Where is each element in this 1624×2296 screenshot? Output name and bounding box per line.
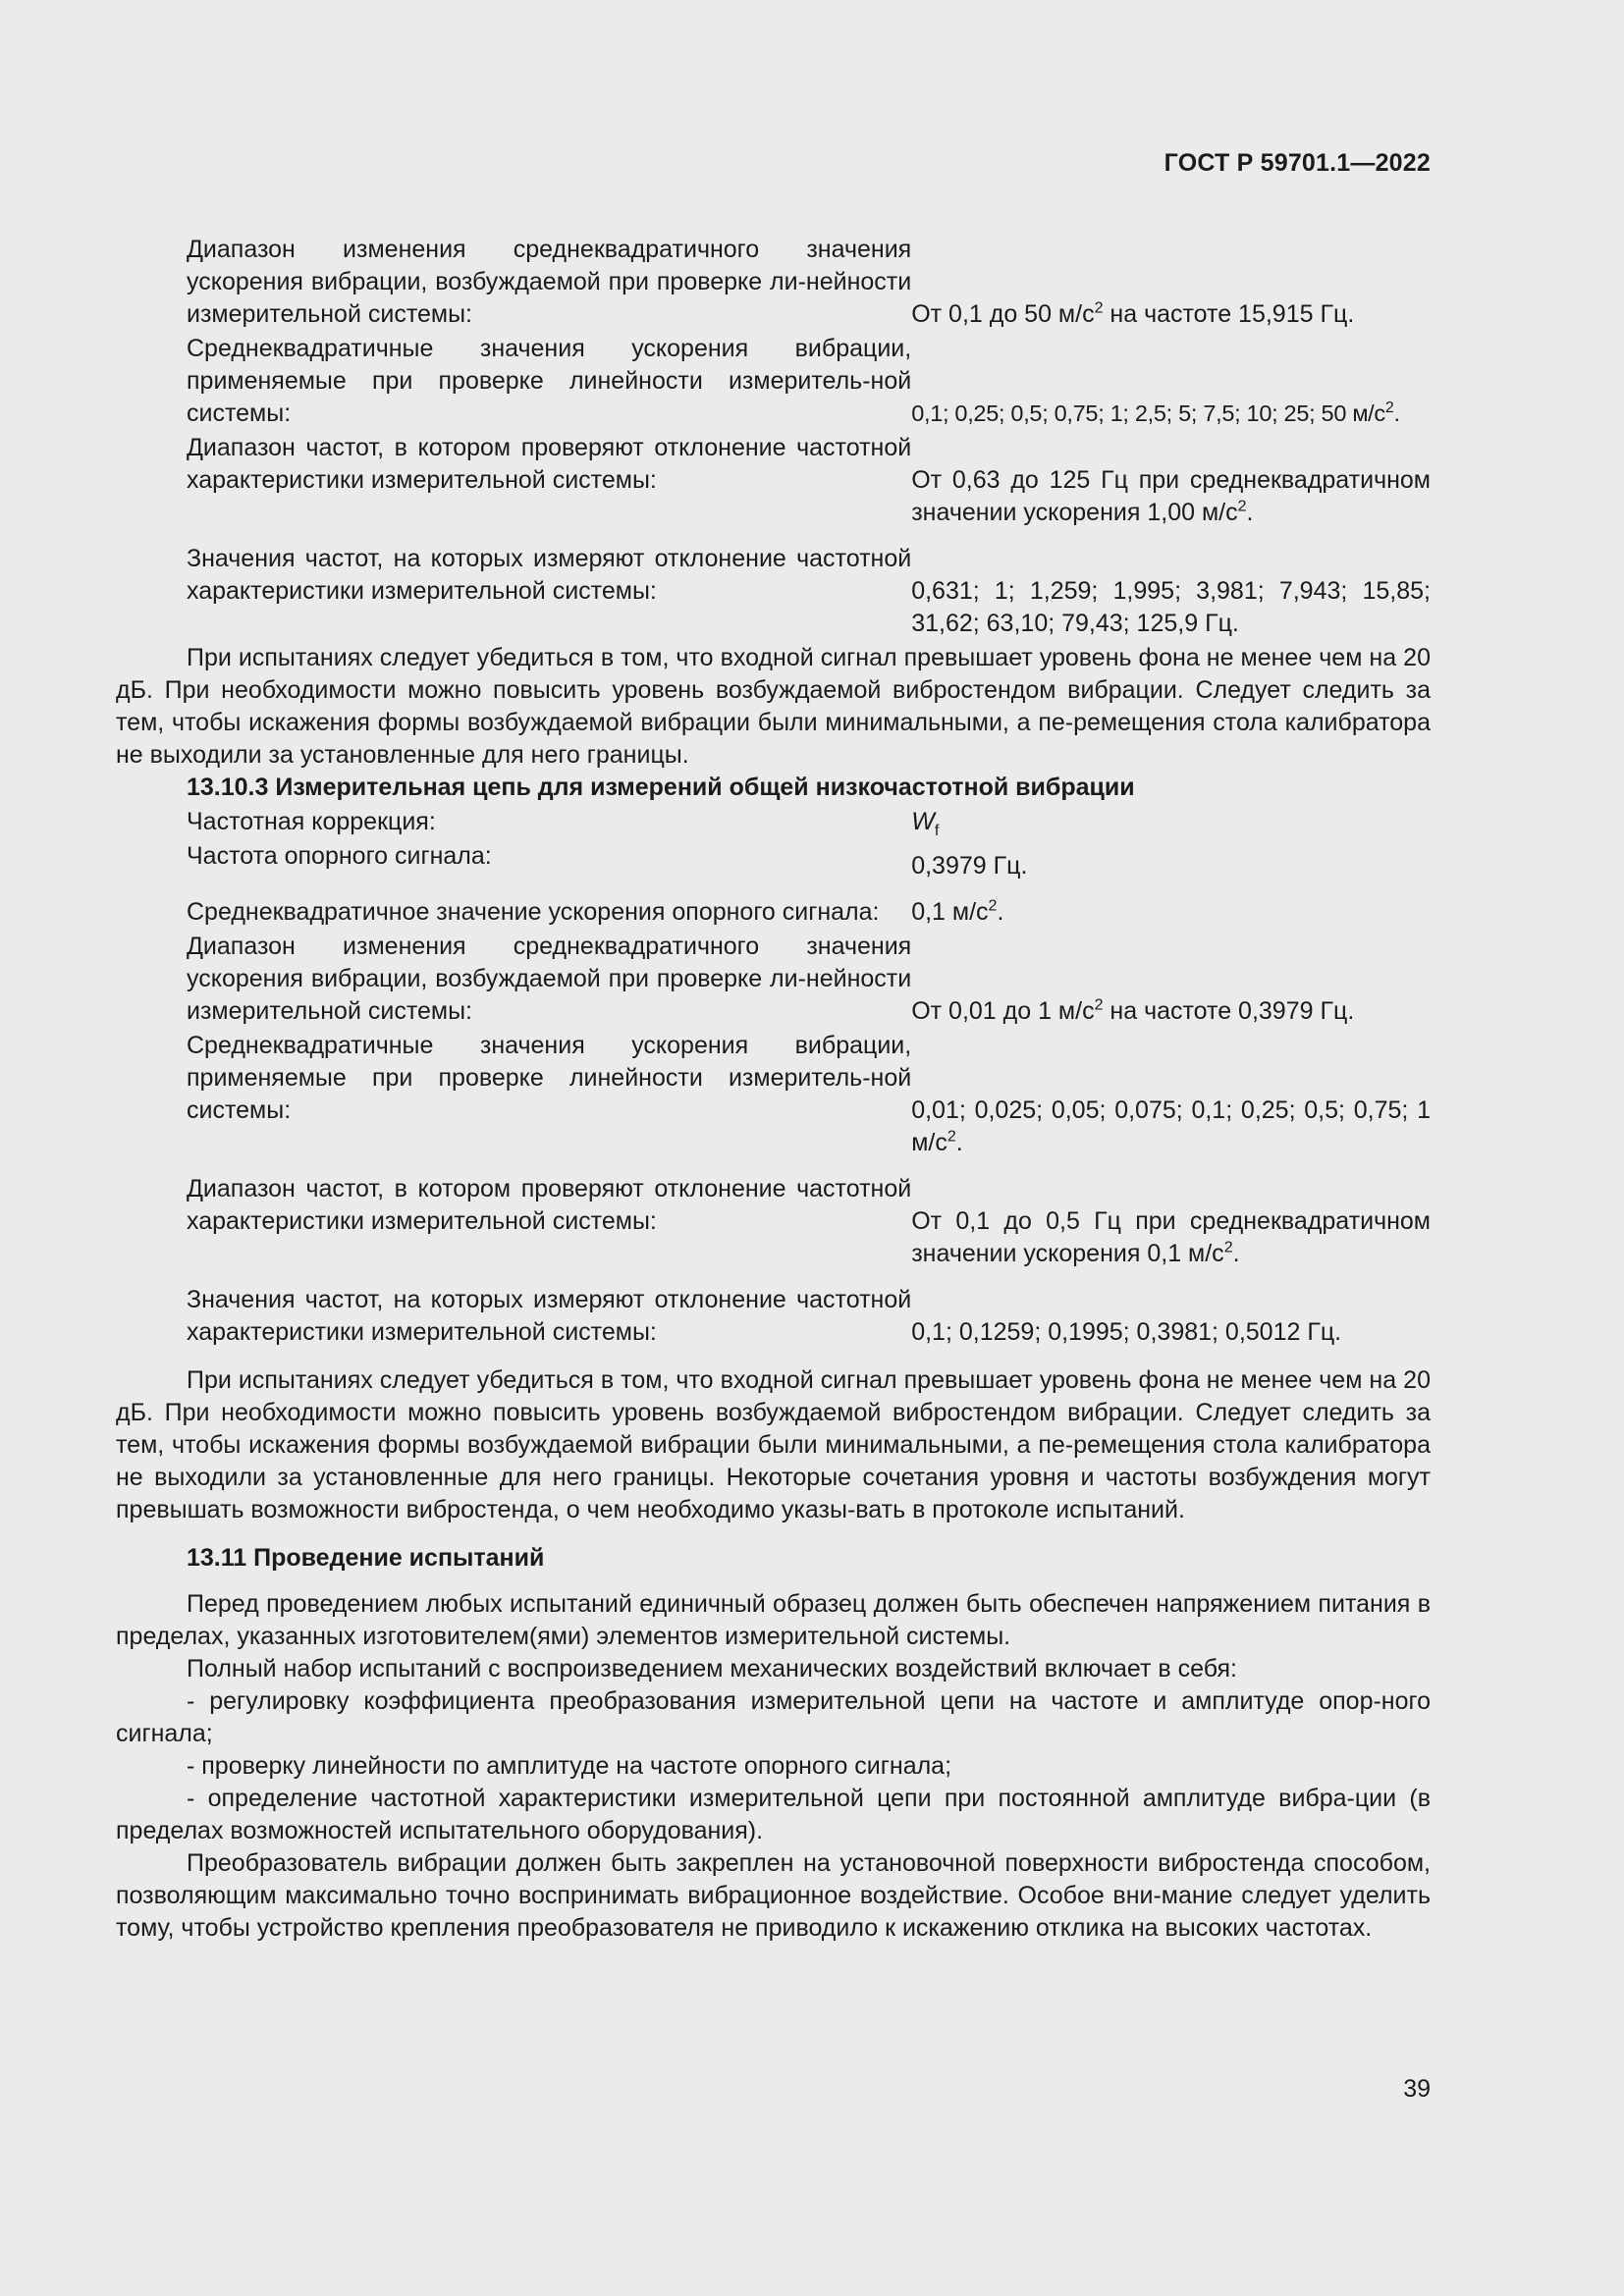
body-paragraph: Полный набор испытаний с воспроизведением механических воздействий включает в себя: [187,1655,1237,1682]
param-row [116,543,1431,640]
param-row [116,806,1431,838]
param-value: 0,1; 0,25; 0,5; 0,75; 1; 2,5; 5; 7,5; 10; 25; 50 $м/с^2$. [911,400,1400,426]
param-label: Диапазон частот, в котором проверяют отклонение частотной характеристики измерительной системы: [187,434,912,494]
page-content [116,234,1431,1945]
param-row [116,234,1431,331]
param-label: Частота опорного сигнала: [187,842,492,870]
section-heading-13-11: 13.11 Проведение испытаний [187,1544,545,1572]
list-item: - проверку линейности по амплитуде на частоте опорного сигнала; [187,1752,952,1780]
param-value: От 0,1 до 0,5 Гц при среднеквадратичном значении ускорения 0,1 $м/с^2$. [911,1207,1431,1267]
section-heading-13-10-3: 13.10.3 Измерительная цепь для измерений общей низкочастотной вибрации [187,774,1135,801]
param-label: Значения частот, на которых измеряют отклонение частотной характеристики измерительной системы: [187,545,912,605]
param-label: Диапазон изменения среднеквадратичного значения ускорения вибрации, возбуждаемой при проверке ли-нейности измерительной системы: [187,236,912,328]
list-item: - определение частотной характеристики измерительной цепи при постоянной амплитуде вибра-ции (в пределах возможностей испытательного оборудования). [116,1785,1431,1844]
page-number: 39 [1403,2075,1431,2103]
param-value: От 0,1 до 50 $м/с^2$ на частоте 15,915 Гц. [911,299,1355,328]
param-value: От 0,63 до 125 Гц при среднеквадратичном значении ускорения 1,00 $м/с^2$. [911,466,1431,526]
param-row [116,432,1431,529]
body-paragraph: Перед проведением любых испытаний единичный образец должен быть обеспечен напряжением питания в пределах, указанных изготовителем(ями) элементов измерительной системы. [116,1590,1431,1650]
param-value: $W_f$ [911,808,940,839]
param-label: Среднеквадратичное значение ускорения опорного сигнала: [187,898,880,926]
param-row [116,1030,1431,1159]
param-label: Значения частот, на которых измеряют отклонение частотной характеристики измерительной системы: [187,1286,912,1346]
note-paragraph: При испытаниях следует убедиться в том, что входной сигнал превышает уровень фона не менее чем на 20 дБ. При необходимости можно повысить уровень возбуждаемой вибростендом вибрации. Следует следить за тем, чтобы искажения формы возбуждаемой вибрации были минимальными, а пе-ремещения стола калибратора не выходили за установленные для него границы. [116,644,1431,769]
param-label: Среднеквадратичные значения ускорения вибрации, применяемые при проверке линейности измеритель-ной системы: [187,335,912,427]
param-value: 0,1 $м/с^2$. [911,897,1004,926]
param-label: Среднеквадратичные значения ускорения вибрации, применяемые при проверке линейности измеритель-ной системы: [187,1032,912,1124]
body-paragraph: Преобразователь вибрации должен быть закреплен на установочной поверхности вибростенда способом, позволяющим максимально точно воспринимать вибрационное воздействие. Особое вни-мание следует уделить тому, чтобы устройство крепления преобразователя не приводило к искажению отклика на высоких частотах. [116,1849,1431,1942]
note-paragraph: При испытаниях следует убедиться в том, что входной сигнал превышает уровень фона не менее чем на 20 дБ. При необходимости можно повысить уровень возбуждаемой вибростендом вибрации. Следует следить за тем, чтобы искажения формы возбуждаемой вибрации были минимальными, а пе-ремещения стола калибратора не выходили за установленные для него границы. Некоторые сочетания уровня и частоты возбуждения могут превышать возможности вибростенда, о чем необходимо указы-вать в протоколе испытаний. [116,1366,1431,1523]
param-row [116,333,1431,430]
param-value: 0,631; 1; 1,259; 1,995; 3,981; 7,943; 15,85; 31,62; 63,10; 79,43; 125,9 Гц. [911,577,1431,637]
param-value: 0,1; 0,1259; 0,1995; 0,3981; 0,5012 Гц. [911,1318,1342,1346]
param-label: Частотная коррекция: [187,808,436,835]
param-row [116,840,1431,882]
param-value: 0,01; 0,025; 0,05; 0,075; 0,1; 0,25; 0,5; 0,75; 1 $м/с^2$. [911,1096,1431,1156]
param-row [116,1173,1431,1270]
param-row [116,931,1431,1028]
param-value: От 0,01 до 1 $м/с^2$ на частоте 0,3979 Гц. [911,996,1355,1025]
param-value: 0,3979 Гц. [911,852,1028,880]
param-label: Диапазон частот, в котором проверяют отклонение частотной характеристики измерительной системы: [187,1175,912,1235]
param-label: Диапазон изменения среднеквадратичного значения ускорения вибрации, возбуждаемой при проверке ли-нейности измерительной системы: [187,933,912,1025]
list-item: - регулировку коэффициента преобразования измерительной цепи на частоте и амплитуде опор-ного сигнала; [116,1687,1431,1747]
document-id-header: ГОСТ Р 59701.1—2022 [1164,149,1431,177]
param-row [116,1284,1431,1349]
param-row [116,896,1431,929]
